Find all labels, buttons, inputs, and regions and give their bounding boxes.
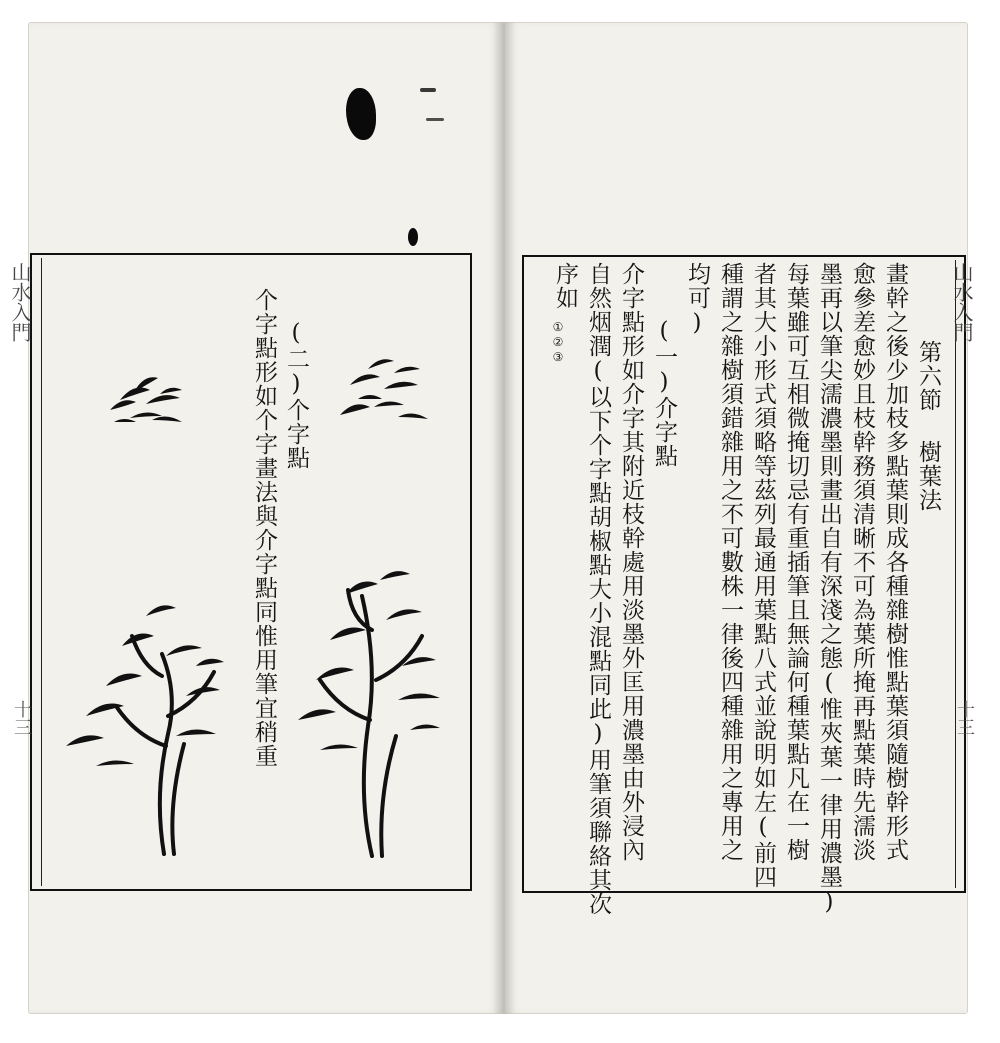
section-title: 第六節: [915, 340, 941, 412]
book-gutter: [492, 22, 516, 1014]
text-column: 序如: [552, 262, 578, 310]
text-column: 介字點形如介字其附近枝幹處用淡墨外匡用濃墨由外浸內: [618, 262, 644, 862]
left-folio: 十三: [11, 700, 32, 736]
left-heading: (二)个字點: [283, 320, 309, 470]
text-column: 均可): [684, 262, 710, 337]
subsection-heading: (一)介字點: [651, 318, 677, 468]
tree-illustration-tall: [290, 570, 460, 860]
leaf-cluster-illustration: [100, 370, 192, 440]
text-column: 墨再以筆尖濡濃墨則畫出自有深淺之態(惟夾葉一律用濃墨): [816, 262, 842, 916]
ink-stain-small: [408, 228, 418, 246]
section-heading: 樹葉法: [915, 440, 941, 512]
text-column: 每葉雖可互相微掩切忌有重插筆且無論何種葉點凡在一樹: [783, 262, 809, 862]
text-column: 種謂之雜樹須錯雜用之不可數株一律後四種雜用之專用之: [717, 262, 743, 862]
leaf-cluster-illustration-2: [334, 355, 434, 435]
text-column: 愈參差愈妙且枝幹務須清晰不可為葉所掩再點葉時先濡淡: [849, 262, 875, 862]
bleed-through-text: [430, 270, 456, 294]
ink-stain-mark: [426, 118, 444, 121]
sequence-marks: ①②③: [551, 320, 565, 365]
left-frame-rule: [41, 258, 42, 886]
right-spine-label: 山水入門: [950, 262, 974, 342]
text-column: 畫幹之後少加枝多點葉則成各種雜樹惟點葉須隨樹幹形式: [882, 262, 908, 862]
text-column: 者其大小形式須略等茲列最通用葉點八式並說明如左(前四: [750, 262, 776, 889]
left-spine-label: 山水入門: [8, 262, 32, 342]
left-body-column: 个字點形如个字畫法與介字點同惟用筆宜稍重: [251, 288, 277, 768]
text-column: 自然烟潤(以下个字點胡椒點大小混點同此)用筆須聯絡其次: [585, 262, 611, 916]
ink-stain-mark: [420, 88, 436, 92]
tree-illustration-small: [56, 596, 236, 858]
right-folio: 十三: [954, 700, 975, 736]
